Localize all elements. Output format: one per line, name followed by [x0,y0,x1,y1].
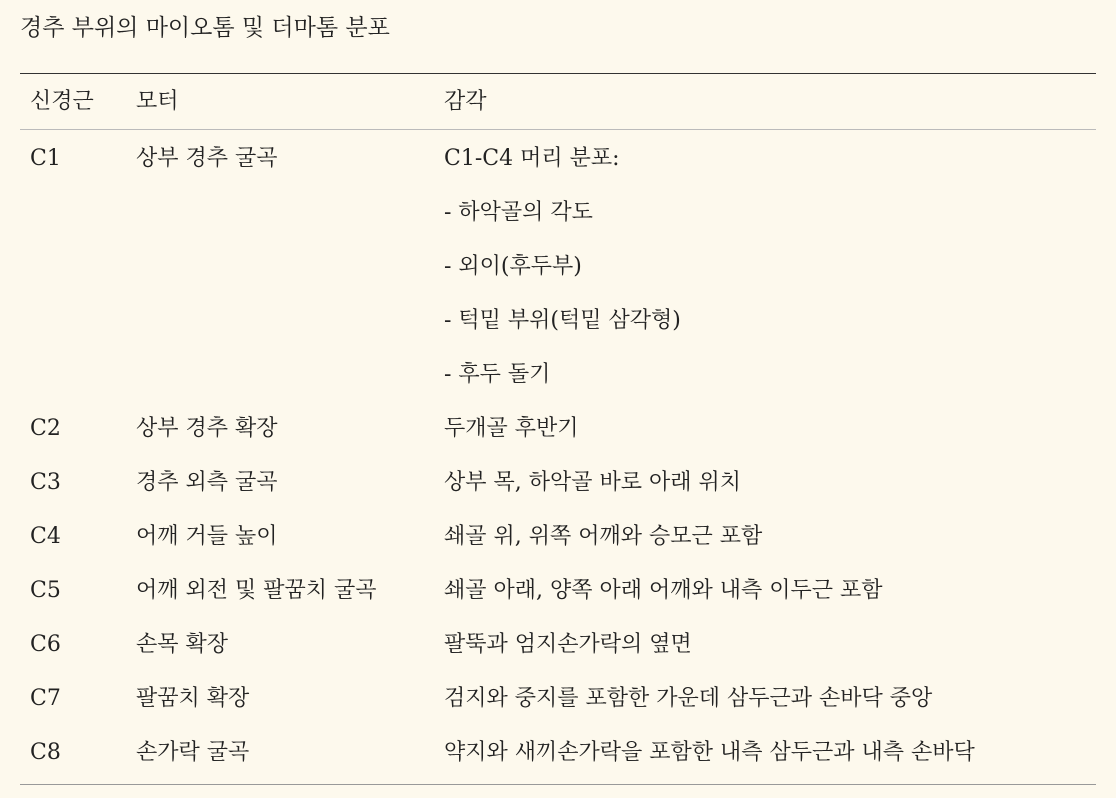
nerve-root-cell: C8 [30,740,61,765]
sensory-line: - 외이(후두부) [444,254,582,279]
motor-cell: 어깨 거들 높이 [136,524,278,549]
sensory-line: 검지와 중지를 포함한 가운데 삼두근과 손바닥 중앙 [444,686,933,711]
motor-cell: 어깨 외전 및 팔꿈치 굴곡 [136,578,377,603]
table-caption: 경추 부위의 마이오톰 및 더마톰 분포 [20,15,390,41]
motor-cell: 상부 경추 굴곡 [136,146,278,171]
table-row [20,672,1096,726]
sensory-line: - 턱밑 부위(턱밑 삼각형) [444,308,681,333]
sensory-cell [444,672,932,726]
sensory-line: 쇄골 위, 위쪽 어깨와 승모근 포함 [444,524,763,549]
table-row [20,456,1096,510]
table-row [20,402,1096,456]
sensory-cell [444,726,975,780]
sensory-line: 두개골 후반기 [444,416,579,441]
table-header-row [20,74,1096,130]
sensory-line: 약지와 새끼손가락을 포함한 내측 삼두근과 내측 손바닥 [444,740,975,765]
motor-cell: 손가락 굴곡 [136,740,250,765]
sensory-line: 상부 목, 하악골 바로 아래 위치 [444,470,741,495]
sensory-line: 팔뚝과 엄지손가락의 옆면 [444,632,692,657]
motor-cell: 경추 외측 굴곡 [136,470,278,495]
sensory-line: - 후두 돌기 [444,362,551,387]
sensory-cell [444,564,882,618]
table-row [20,618,1096,672]
table-row [20,564,1096,618]
nerve-root-cell: C7 [30,686,61,711]
sensory-cell [444,456,741,510]
motor-cell: 팔꿈치 확장 [136,686,250,711]
header-motor: 모터 [136,89,179,114]
sensory-line: 쇄골 아래, 양쪽 아래 어깨와 내측 이두근 포함 [444,578,883,603]
sensory-line: - 하악골의 각도 [444,200,593,225]
nerve-root-cell: C5 [30,578,61,603]
table-row [20,132,1096,402]
sensory-line: C1-C4 머리 분포: [444,146,620,171]
header-sensory: 감각 [444,89,487,114]
table-row [20,726,1096,780]
sensory-cell [444,618,692,672]
sensory-cell [444,402,579,456]
nerve-root-cell: C6 [30,632,61,657]
nerve-root-cell: C4 [30,524,61,549]
nerve-root-cell: C2 [30,416,61,441]
myotome-dermatome-table [20,73,1096,785]
header-nerve-root: 신경근 [30,89,94,114]
motor-cell: 손목 확장 [136,632,229,657]
nerve-root-cell: C1 [30,146,61,171]
table-body [20,130,1096,784]
table-row [20,510,1096,564]
sensory-cell [444,510,762,564]
nerve-root-cell: C3 [30,470,61,495]
motor-cell: 상부 경추 확장 [136,416,278,441]
sensory-cell [444,132,681,402]
